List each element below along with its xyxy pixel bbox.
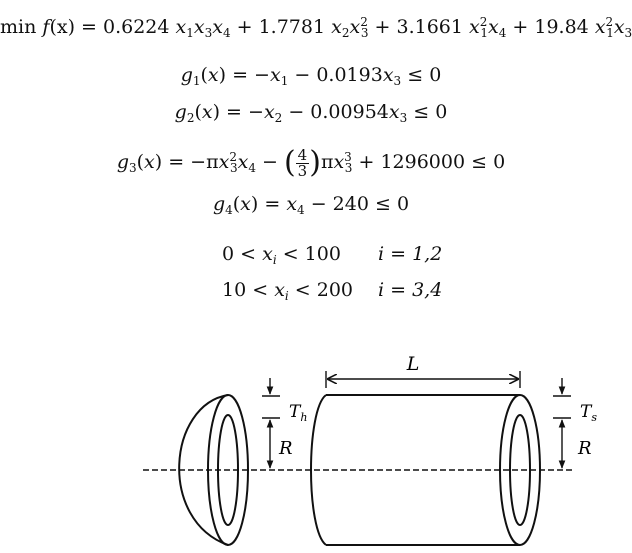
g3-frac-num: 4 [297,145,308,164]
g2-index: 2 [186,111,195,125]
radius-label-left: R [279,438,293,459]
g3-label: g [116,151,129,173]
g2-inequality: ≤ 0 [413,101,448,123]
g1-constant: 0.0193 [316,64,383,86]
g4-label: g [212,193,226,215]
g3-index: 3 [128,161,137,175]
g1-inequality: ≤ 0 [407,64,442,86]
g4-inequality: ≤ 0 [374,193,410,215]
length-dimension [326,371,520,388]
g1-label: g [180,64,193,86]
g3-inequality: ≤ 0 [471,151,506,173]
g2-constant: 0.00954 [310,101,389,123]
g4-index: 4 [225,203,233,217]
objective-f: f [42,16,50,38]
shell-dimension-marks [553,378,571,468]
head-thickness-label: $T_h$ [289,402,308,424]
shell-thickness-label: $T_s$ [580,402,597,424]
constraint-g2: $g_2(x) = -x_2 - 0.00954x_3 \le 0$ [174,101,448,125]
objective-function: min f(x) = 0.6224 $x_1x_3x_4 + 1.7781$ $x_2x^2_3 + 3.1661$ $x^2_1x_4 + 19.84$ $x^2_1x_3$ [0,15,632,40]
g3-constant: 1296000 [380,151,466,173]
objective-lhs-tail: (x) = [49,16,97,38]
g2-label: g [174,101,187,123]
g1-index: 1 [192,74,201,88]
coef-3: 3.1661 [396,16,463,38]
bound1-lower: 0 < [222,243,257,265]
length-label: L [406,353,420,375]
constraint-g3: $g_3(x) = -\pi x^2_3x_4$ − ( $\frac{4}{3}$ )$\pi x^3_3 + 1296000 \le 0$ [116,145,506,180]
constraint-g4: $g_4(x) = x_4 - 240 \le 0$ [212,193,410,217]
head-dimension-marks [262,378,280,468]
g3-frac-den: 3 [297,161,308,180]
coef-4: 19.84 [534,16,589,38]
bound2-index-text: i = 3,4 [378,279,443,301]
bound2-lower: 10 < [222,279,269,301]
coef-1: 0.6224 [102,16,170,38]
constraint-g1: $g_1(x) = -x_1 - 0.0193x_3 \le 0$ [180,64,442,88]
min-operator: min [0,16,37,38]
g4-constant: 240 [332,193,369,215]
bound2-upper: < 200 [294,279,354,301]
coef-2: 1.7781 [258,16,326,38]
bound-row-1: $0 < x_i < 100$ [222,243,341,267]
bound-row-2: $10 < x_i < 200$ [222,279,354,303]
bound1-upper: < 100 [282,243,341,265]
bound1-index-text: i = 1,2 [378,243,443,265]
radius-label-right: R [578,438,592,459]
